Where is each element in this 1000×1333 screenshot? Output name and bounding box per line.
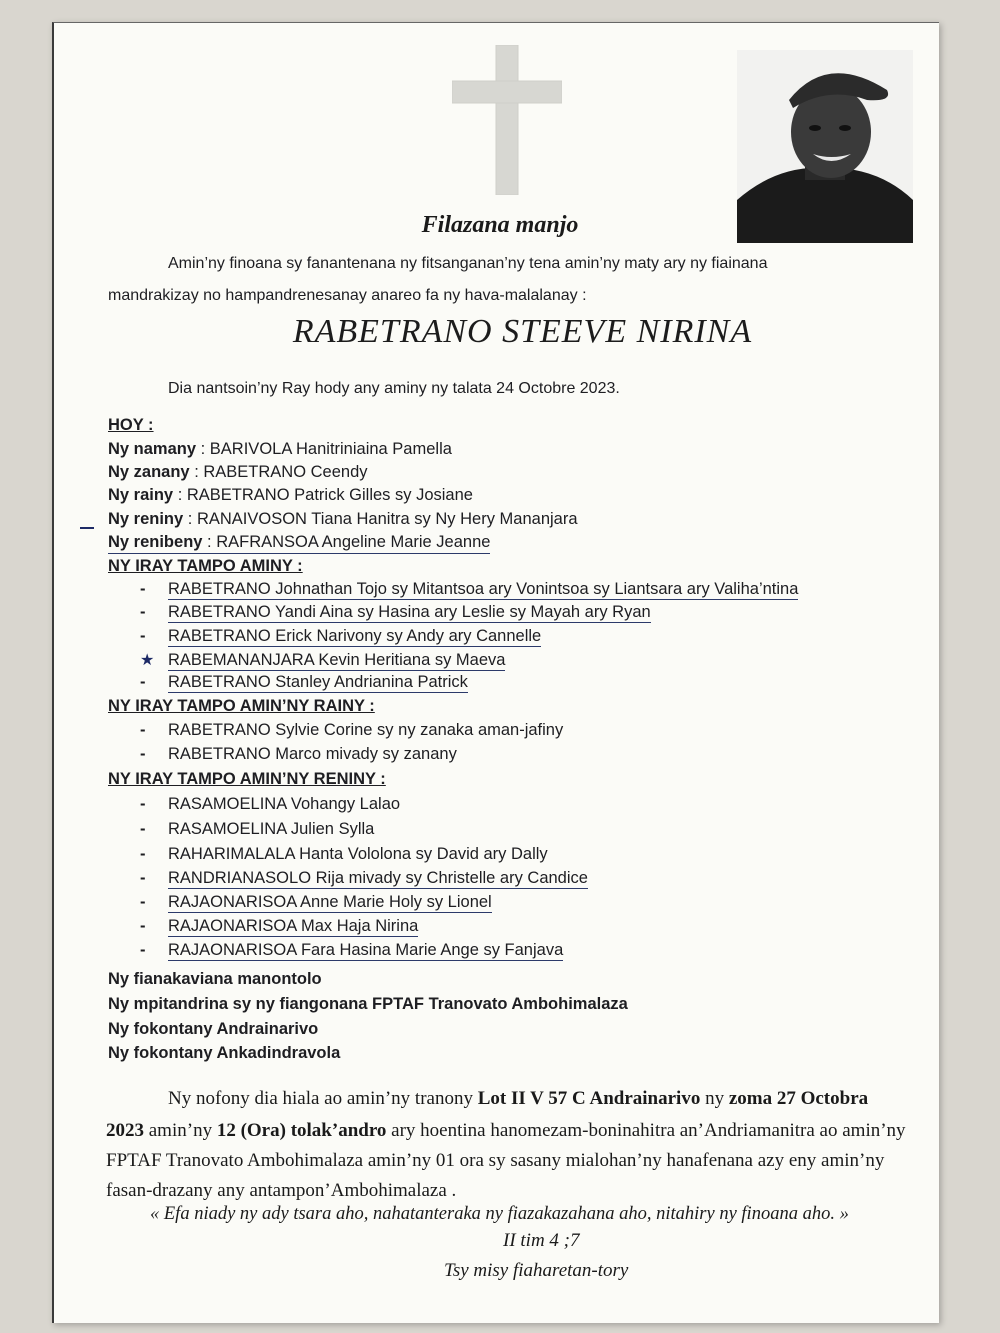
- list-item: - RAJAONARISOA Anne Marie Holy sy Lionel: [140, 893, 492, 911]
- mother-siblings-heading: NY IRAY TAMPO AMIN’NY RENINY :: [108, 770, 386, 788]
- list-item: - RAHARIMALALA Hanta Vololona sy David ary Dally: [140, 845, 548, 863]
- funeral-line-4: fasan-drazany any antampon’Ambohimalaza .: [106, 1180, 457, 1201]
- siblings-heading: NY IRAY TAMPO AMINY :: [108, 557, 303, 575]
- deceased-name: RABETRANO STEEVE NIRINA: [292, 313, 753, 350]
- relation-grandmother: Ny renibeny : RAFRANSOA Angeline Marie Jeanne: [108, 533, 490, 554]
- list-item: - RABETRANO Johnathan Tojo sy Mitantsoa ary Vonintsoa sy Liantsara ary Valiha’ntina: [140, 580, 799, 598]
- death-date-line: Dia nantsoin’ny Ray hody any aminy ny talata 24 Octobre 2023.: [168, 380, 620, 397]
- list-item: - RABETRANO Sylvie Corine sy ny zanaka aman-jafiny: [140, 721, 564, 739]
- intro-line-1: Amin’ny finoana sy fanantenana ny fitsanganan’ny tena amin’ny maty ary ny fiainana: [168, 255, 768, 272]
- funeral-line-2: 2023 amin’ny 12 (Ora) tolak’andro ary hoentina hanomezam-boninahitra an’Andriamanitra ao amin’ny: [106, 1120, 906, 1141]
- others-line: Ny fokontany Ankadindravola: [108, 1044, 341, 1062]
- relation-father: Ny rainy : RABETRANO Patrick Gilles sy Josiane: [108, 486, 473, 504]
- others-line: Ny fianakaviana manontolo: [108, 970, 322, 988]
- relation-mother: Ny reniny : RANAIVOSON Tiana Hanitra sy Ny Hery Mananjara: [108, 510, 578, 528]
- hoy-heading: HOY :: [108, 416, 154, 434]
- funeral-line-3: FPTAF Tranovato Ambohimalaza amin’ny 01 ora sy sasany mialohan’ny hanafenana azy eny amin’ny: [106, 1150, 885, 1171]
- list-item: - RASAMOELINA Vohangy Lalao: [140, 795, 401, 813]
- list-item: ★ RABEMANANJARA Kevin Heritiana sy Maeva: [140, 651, 506, 669]
- pen-margin-mark: [80, 527, 94, 529]
- list-item: - RANDRIANASOLO Rija mivady sy Christelle ary Candice: [140, 869, 588, 887]
- bible-verse: « Efa niady ny ady tsara aho, nahatanteraka ny fiazakazahana aho, nitahiry ny finoana aho. »: [150, 1204, 849, 1224]
- list-item: - RAJAONARISOA Fara Hasina Marie Ange sy Fanjava: [140, 941, 564, 959]
- others-line: Ny fokontany Andrainarivo: [108, 1020, 319, 1038]
- pen-star-icon: ★: [140, 652, 155, 669]
- funeral-line-1: Ny nofony dia hiala ao amin’ny tranony Lot II V 57 C Andrainarivo ny zoma 27 Octobra: [168, 1088, 869, 1109]
- notice-title: Filazana manjo: [421, 212, 579, 238]
- list-item: - RABETRANO Yandi Aina sy Hasina ary Leslie sy Mayah ary Ryan: [140, 603, 651, 621]
- intro-line-2: mandrakizay no hampandrenesanay anareo fa ny hava-malalanay :: [108, 287, 587, 304]
- verse-reference: II tim 4 ;7: [503, 1230, 580, 1251]
- list-item: - RABETRANO Stanley Andrianina Patrick: [140, 673, 468, 691]
- closing-line: Tsy misy fiaharetan-tory: [444, 1260, 629, 1281]
- list-item: - RAJAONARISOA Max Haja Nirina: [140, 917, 419, 935]
- relation-child: Ny zanany : RABETRANO Ceendy: [108, 463, 368, 481]
- list-item: - RASAMOELINA Julien Sylla: [140, 820, 375, 838]
- others-line: Ny mpitandrina sy ny fiangonana FPTAF Tranovato Ambohimalaza: [108, 995, 628, 1013]
- relation-spouse: Ny namany : BARIVOLA Hanitriniaina Pamella: [108, 440, 452, 458]
- list-item: - RABETRANO Marco mivady sy zanany: [140, 745, 457, 763]
- father-siblings-heading: NY IRAY TAMPO AMIN’NY RAINY :: [108, 697, 375, 715]
- cross-icon: [452, 45, 562, 195]
- list-item: - RABETRANO Erick Narivony sy Andy ary Cannelle: [140, 627, 542, 645]
